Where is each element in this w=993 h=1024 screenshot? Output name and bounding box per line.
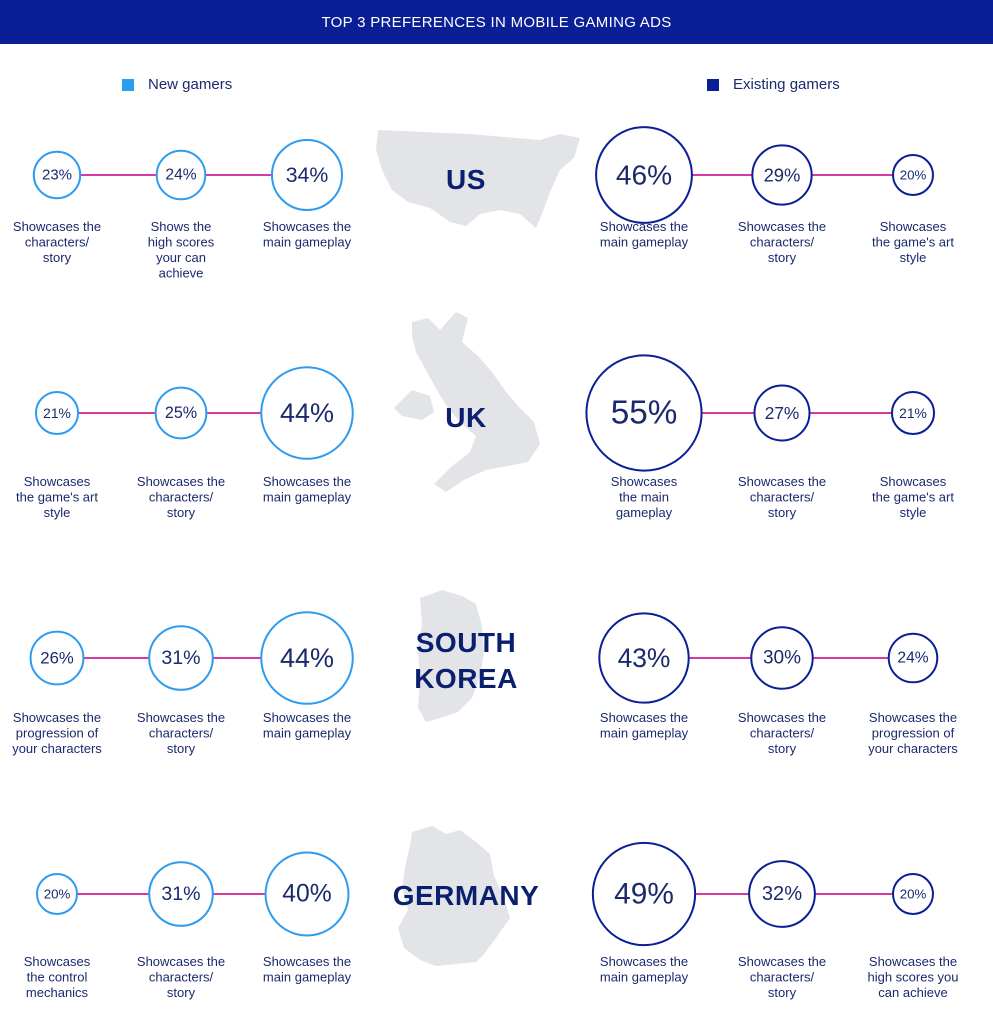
bubble-caption <box>263 474 352 505</box>
bubble-caption-line: Showcases <box>879 219 947 234</box>
bubble-value-label: 34% <box>285 163 329 187</box>
bubble-caption-line: the control <box>26 969 88 985</box>
country-label-uk <box>445 402 486 433</box>
country-label-line: UK <box>445 402 487 433</box>
bubble-caption-line: Showcases the <box>136 710 226 725</box>
bubble-caption-line: Showcases the <box>737 219 827 234</box>
bubble-caption <box>867 954 958 1000</box>
bubble-caption <box>600 219 689 250</box>
bubble-caption <box>872 474 954 520</box>
bubble-caption <box>611 474 678 520</box>
bubble-caption-line: story <box>767 250 797 265</box>
bubble-caption-line: Showcases the <box>599 710 689 725</box>
bubble-caption <box>12 710 102 756</box>
bubble-caption-line: main gameplay <box>262 234 352 250</box>
bubble-caption <box>263 710 352 741</box>
bubble-value-label: 25% <box>164 404 198 422</box>
bubble-caption-line: story <box>42 250 72 265</box>
bubble-value-label: 43% <box>617 643 671 673</box>
bubble-caption-line: story <box>166 505 196 520</box>
bubble-caption-line: your can <box>156 250 206 265</box>
bubble-value-label: 23% <box>41 166 73 184</box>
bubble-caption-line: progression of <box>15 725 99 741</box>
bubble-caption <box>263 219 352 250</box>
bubble-caption-line: characters/ <box>749 489 815 505</box>
bubble-caption-line: Showcases the <box>262 219 352 234</box>
bubble-caption-line: main gameplay <box>599 969 689 985</box>
bubble-value-label: 20% <box>899 886 927 902</box>
bubble-caption <box>868 710 958 756</box>
bubble-caption-line: Showcases <box>610 474 678 489</box>
bubble-caption-line: achieve <box>158 265 204 281</box>
bubble-caption <box>24 954 91 1000</box>
bubble-caption <box>16 474 98 520</box>
bubble-value-label: 30% <box>762 647 802 669</box>
bubble-caption-line: mechanics <box>25 985 89 1000</box>
bubble-caption-line: style <box>899 250 927 265</box>
bubble-caption-line: main gameplay <box>599 234 689 250</box>
bubble-caption <box>13 219 101 265</box>
bubble-caption <box>263 954 352 985</box>
bubble-caption-line: style <box>43 505 71 520</box>
bubble-caption-line: Showcases <box>23 954 91 969</box>
bubble-caption-line: characters/ <box>749 234 815 250</box>
bubble-caption <box>600 954 689 985</box>
bubble-caption-line: Showcases the <box>12 710 102 725</box>
bubble-caption-line: Showcases the <box>737 710 827 725</box>
bubble-value-label: 32% <box>761 883 803 905</box>
bubble-value-label: 44% <box>280 643 334 673</box>
bubble-caption-line: Showcases the <box>599 219 689 234</box>
bubble-value-label: 44% <box>280 398 334 428</box>
bubble-caption-line: characters/ <box>148 489 214 505</box>
bubble-value-label: 31% <box>161 883 201 905</box>
bubble-value-label: 24% <box>165 166 197 184</box>
bubble-caption-line: Showcases the <box>868 954 958 969</box>
bubble-caption-line: story <box>767 741 797 756</box>
bubble-caption-line: the game's art <box>872 489 954 505</box>
bubble-caption <box>738 710 826 756</box>
legend-existing-label: Existing gamers <box>733 76 840 93</box>
country-label-line: SOUTH <box>415 627 517 658</box>
bubble-caption <box>738 219 826 265</box>
country-label-line: KOREA <box>414 663 518 694</box>
bubble-caption-line: characters/ <box>148 725 214 741</box>
bubble-caption-line: story <box>166 741 196 756</box>
bubble-caption-line: Showcases the <box>136 954 226 969</box>
bubble-caption <box>738 474 826 520</box>
bubble-caption-line: Showcases <box>23 474 91 489</box>
bubble-caption-line: Showcases the <box>136 474 226 489</box>
bubble-caption-line: Showcases the <box>12 219 102 234</box>
bubble-value-label: 26% <box>40 648 74 668</box>
bubble-caption-line: gameplay <box>615 505 673 520</box>
legend-new-label: New gamers <box>148 76 233 93</box>
bubble-caption <box>137 474 225 520</box>
bubble-caption <box>137 954 225 1000</box>
bubble-caption <box>600 710 689 741</box>
bubble-caption-line: story <box>767 985 797 1000</box>
country-label-line: US <box>446 164 486 195</box>
bubble-value-label: 20% <box>899 167 927 183</box>
bubble-value-label: 49% <box>614 877 674 911</box>
bubble-caption-line: characters/ <box>24 234 90 250</box>
bubble-caption-line: high scores <box>147 234 215 250</box>
bubble-caption-line: Showcases the <box>262 474 352 489</box>
bubble-caption-line: Showcases the <box>262 710 352 725</box>
bubble-caption <box>148 219 215 281</box>
bubble-caption-line: style <box>899 505 927 520</box>
bubble-value-label: 31% <box>161 647 201 669</box>
bubble-caption-line: Showcases the <box>262 954 352 969</box>
bubble-caption-line: main gameplay <box>262 489 352 505</box>
bubble-caption-line: characters/ <box>148 969 214 985</box>
bubble-caption-line: characters/ <box>749 725 815 741</box>
bubble-caption-line: the game's art <box>872 234 954 250</box>
chart-title: TOP 3 PREFERENCES IN MOBILE GAMING ADS <box>321 13 672 31</box>
country-label-germany <box>393 880 540 911</box>
bubble-value-label: 21% <box>43 405 71 421</box>
bubble-caption <box>137 710 225 756</box>
country-label-line: GERMANY <box>392 880 540 911</box>
bubble-caption-line: characters/ <box>749 969 815 985</box>
bubble-caption-line: your characters <box>868 741 958 756</box>
bubble-value-label: 46% <box>615 159 673 191</box>
bubble-caption-line: Showcases the <box>737 474 827 489</box>
bubble-caption-line: can achieve <box>878 985 948 1000</box>
bubble-caption-line: Showcases the <box>868 710 958 725</box>
bubble-value-label: 29% <box>763 164 801 186</box>
bubble-value-label: 55% <box>610 394 678 432</box>
bubble-caption-line: Showcases <box>879 474 947 489</box>
bubble-caption-line: main gameplay <box>262 725 352 741</box>
bubble-caption-line: progression of <box>871 725 955 741</box>
bubble-caption <box>872 219 954 265</box>
country-label-us <box>446 164 486 195</box>
bubble-caption-line: story <box>166 985 196 1000</box>
bubble-caption-line: Showcases the <box>599 954 689 969</box>
bubble-caption-line: Shows the <box>150 219 212 234</box>
bubble-caption-line: main gameplay <box>599 725 689 741</box>
bubble-value-label: 27% <box>764 403 800 423</box>
bubble-caption-line: the main <box>619 489 669 505</box>
bubble-caption-line: your characters <box>12 741 102 756</box>
bubble-caption-line: story <box>767 505 797 520</box>
bubble-caption-line: Showcases the <box>737 954 827 969</box>
bubble-value-label: 24% <box>897 649 929 667</box>
bubble-value-label: 20% <box>43 886 71 902</box>
bubble-caption-line: the game's art <box>16 489 98 505</box>
bubble-caption-line: main gameplay <box>262 969 352 985</box>
bubble-caption-line: high scores you <box>867 969 959 985</box>
bubble-value-label: 40% <box>282 880 332 908</box>
bubble-caption <box>738 954 826 1000</box>
bubble-value-label: 21% <box>899 405 927 421</box>
